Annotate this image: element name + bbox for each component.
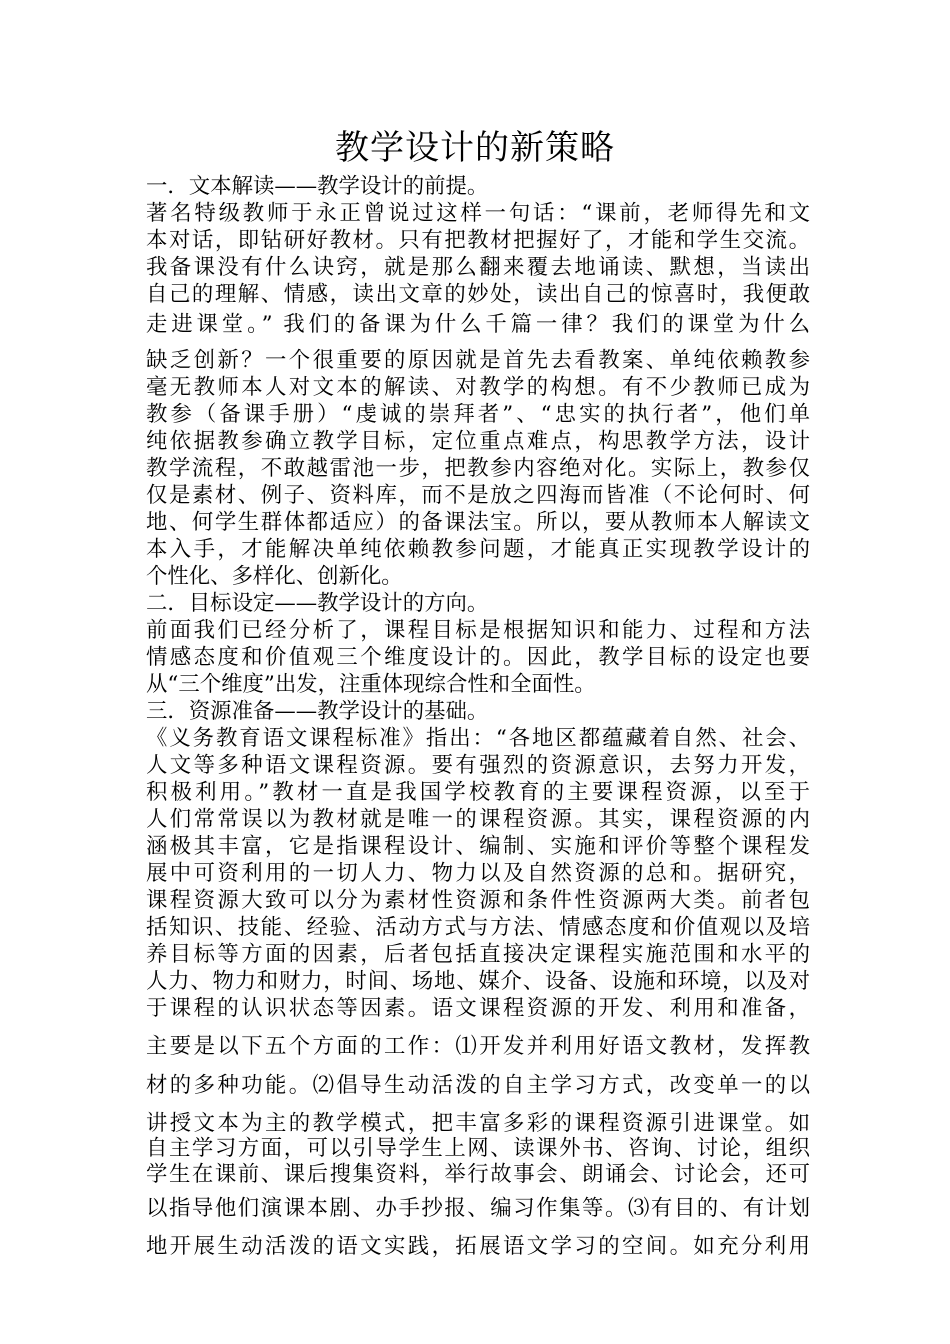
body-text-line: 缺乏创新？一个很重要的原因就是首先去看教案、单纯依赖教参 (146, 348, 810, 373)
body-text-line: 自己的理解、情感，读出文章的妙处，读出自己的惊喜时，我便敢 (146, 282, 810, 307)
body-text-line: 我备课没有什么诀窍，就是那么翻来覆去地诵读、默想，当读出 (146, 255, 810, 280)
body-text-line: 毫无教师本人对文本的解读、对教学的构想。有不少教师已成为 (146, 375, 810, 400)
body-text-line: 著名特级教师于永正曾说过这样一句话：“课前，老师得先和文 (146, 201, 810, 226)
body-text-line: 自主学习方面，可以引导学生上网、读课外书、咨询、讨论，组织 (146, 1136, 810, 1161)
body-text-line: 展中可资利用的一切人力、物力以及自然资源的总和。据研究， (146, 861, 810, 886)
body-text-line: 讲授文本为主的教学模式，把丰富多彩的课程资源引进课堂。如 (146, 1111, 810, 1136)
body-text-line: 于课程的认识状态等因素。语文课程资源的开发、利用和准备， (146, 996, 810, 1021)
body-text-line: 情感态度和价值观三个维度设计的。因此，教学目标的设定也要 (146, 645, 810, 670)
body-text-line: 教学流程，不敢越雷池一步，把教参内容绝对化。实际上，教参仅 (146, 456, 810, 481)
document-title: 教学设计的新策略 (335, 128, 615, 168)
body-text-line: 人力、物力和财力，时间、场地、媒介、设备、设施和环境，以及对 (146, 969, 810, 994)
body-text-line: 本对话，即钻研好教材。只有把教材把握好了，才能和学生交流。 (146, 228, 810, 253)
body-text-line: 涵极其丰富，它是指课程设计、编制、实施和评价等整个课程发 (146, 834, 810, 859)
body-text-line: 从“三个维度”出发，注重体现综合性和全面性。 (146, 672, 596, 697)
body-text-line: 人文等多种语文课程资源。要有强烈的资源意识，去努力开发， (146, 753, 810, 778)
body-text-line: 养目标等方面的因素，后者包括直接决定课程实施范围和水平的 (146, 942, 810, 967)
body-text-line: 材的多种功能。⑵倡导生动活泼的自主学习方式，改变单一的以 (146, 1073, 810, 1098)
body-text-line: 地开展生动活泼的语文实践，拓展语文学习的空间。如充分利用 (146, 1234, 810, 1259)
section-heading: 一．文本解读——教学设计的前提。 (146, 174, 489, 199)
body-text-line: 课程资源大致可以分为素材性资源和条件性资源两大类。前者包 (146, 888, 810, 913)
body-text-line: 以指导他们演课本剧、办手抄报、编习作集等。⑶有目的、有计划 (146, 1196, 810, 1221)
body-text-line: 教参（备课手册）“虔诚的崇拜者”、“忠实的执行者”，他们单 (146, 402, 810, 427)
body-text-line: 纯依据教参确立教学目标，定位重点难点，构思教学方法，设计 (146, 429, 810, 454)
body-text-line: 本入手，才能解决单纯依赖教参问题，才能真正实现教学设计的 (146, 537, 810, 562)
body-text-line: 括知识、技能、经验、活动方式与方法、情感态度和价值观以及培 (146, 915, 810, 940)
body-text-line: 《义务教育语文课程标准》指出：“各地区都蕴藏着自然、社会、 (146, 726, 810, 751)
body-text-line: 学生在课前、课后搜集资料，举行故事会、朗诵会、讨论会，还可 (146, 1162, 810, 1187)
body-text-line: 积极利用。”教材一直是我国学校教育的主要课程资源，以至于 (146, 780, 810, 805)
body-text-line: 前面我们已经分析了，课程目标是根据知识和能力、过程和方法 (146, 618, 810, 643)
body-text-line: 地、何学生群体都适应）的备课法宝。所以，要从教师本人解读文 (146, 510, 810, 535)
body-text-line: 个性化、多样化、创新化。 (146, 564, 403, 589)
section-heading: 三．资源准备——教学设计的基础。 (146, 699, 489, 724)
body-text-line: 主要是以下五个方面的工作：⑴开发并利用好语文教材，发挥教 (146, 1034, 810, 1059)
body-text-line: 人们常常误以为教材就是唯一的课程资源。其实，课程资源的内 (146, 807, 810, 832)
body-text-line: 走进课堂。” 我们的备课为什么千篇一律？我们的课堂为什么 (146, 312, 810, 337)
section-heading: 二．目标设定——教学设计的方向。 (146, 591, 489, 616)
body-text-line: 仅是素材、例子、资料库，而不是放之四海而皆准（不论何时、何 (146, 483, 810, 508)
